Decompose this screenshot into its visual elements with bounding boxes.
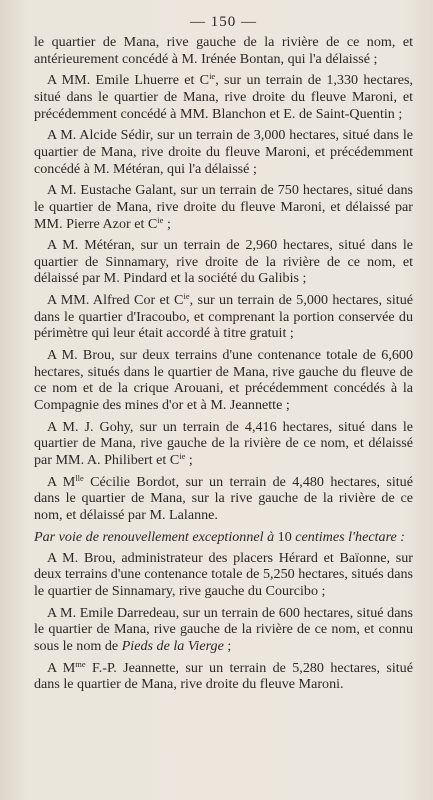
- paragraph-text: A M. Eustache Galant, sur un terrain de 750 hectares, situé dans le quartier de Mana, rive droite du fleuve Maroni, et délaissé par MM. Pierre Azor et C: [34, 182, 413, 232]
- superscript: ie: [157, 214, 164, 225]
- paragraph: [34, 127, 413, 177]
- heading-text: Par voie de renouvellement exceptionnel à: [34, 528, 278, 545]
- paragraph: [34, 72, 413, 122]
- paragraph: [34, 419, 413, 469]
- paragraph-text: F.-P. Jeannette, sur un terrain de 5,280 hectares, situé dans le quartier de Mana, rive droite du fleuve Maroni.: [34, 659, 413, 693]
- superscript: ie: [209, 71, 216, 82]
- paragraph-text: A MM. Alfred Cor et C: [47, 292, 184, 309]
- paragraph-text: ;: [163, 215, 171, 232]
- paragraph: [34, 34, 413, 67]
- paragraph: [34, 237, 413, 287]
- paragraph-text: A M: [47, 473, 76, 490]
- paragraph-text: A M. Emile Darredeau, sur un terrain de 600 hectares, situé dans le quartier de Mana, rive gauche de la rivière de ce nom, et connu sous le nom de: [34, 604, 413, 654]
- superscript: ie: [183, 291, 190, 302]
- heading-text: centimes l'hectare :: [291, 528, 406, 545]
- paragraph: [34, 292, 413, 342]
- paragraph-text: A M. Alcide Sédir, sur un terrain de 3,000 hectares, situé dans le quartier de Mana, rive droite du fleuve Maroni, et précédemment concédé à M. Météran, qui l'a délaissé ;: [34, 127, 413, 177]
- paragraph: [34, 474, 413, 524]
- paragraph-text: , sur un terrain de 5,000 hectares, situé dans le quartier d'Iracoubo, et comprenant la portion conservée du périmètre qui leur était accordé à titre gratuit ;: [34, 292, 413, 342]
- paragraph-text: A M. Brou, sur deux terrains d'une contenance totale de 6,600 hectares, situés dans le quartier de Mana, rive gauche du fleuve de ce nom et de la crique Arouani, et précédemment concédés à la Compagnie des mines d'or et à M. Jeannette ;: [34, 347, 413, 413]
- paragraph-text: le quartier de Mana, rive gauche de la rivière de ce nom, et antérieurement concédé à M. Irénée Bontan, qui l'a délaissé ;: [34, 34, 413, 67]
- paragraph-text: , sur un terrain de 1,330 hectares, situé dans le quartier de Mana, rive droite du fleuve Maroni, et précédemment concédé à MM. Blanchon et E. de Saint-Quentin ;: [34, 72, 413, 122]
- paragraph-text: A MM. Emile Lhuerre et C: [47, 72, 210, 89]
- paragraph: [34, 660, 413, 693]
- paragraph-text: Cécilie Bordot, sur un terrain de 4,480 hectares, situé dans le quartier de Mana, sur la rive gauche de la rivière de ce nom, et délaissé par M. Lalanne.: [34, 473, 413, 523]
- paragraph-text: A M. Brou, administrateur des placers Hérard et Baïonne, sur deux terrains d'une contenance totale de 5,250 hectares, situés dans le quartier de Sinnamary, rive gauche du Courcibo ;: [34, 549, 413, 599]
- paragraph-text: A M. J. Gohy, sur un terrain de 4,416 hectares, situé dans le quartier de Mana, rive gauche de la rivière de ce nom, et délaissé par MM. A. Philibert et C: [34, 418, 413, 468]
- heading-number: 10: [277, 528, 292, 545]
- paragraph: [34, 182, 413, 232]
- superscript: me: [75, 658, 86, 669]
- paragraph-text: A M: [47, 659, 76, 676]
- section-heading: [34, 529, 413, 546]
- paragraph-text: ;: [223, 637, 232, 654]
- paragraph: [34, 605, 413, 655]
- superscript: lle: [75, 472, 84, 483]
- paragraph-text: ;: [185, 451, 193, 468]
- italic-place-name: Pieds de la Vierge: [121, 637, 224, 654]
- paragraph-text: A M. Météran, sur un terrain de 2,960 hectares, situé dans le quartier de Sinnamary, rive droite de la rivière de ce nom, et délaissé par M. Pindard et la société du Galibis ;: [34, 237, 413, 287]
- paragraph: [34, 550, 413, 600]
- page-number: — 150 —: [190, 14, 257, 30]
- superscript: ie: [179, 450, 186, 461]
- paragraph: [34, 347, 413, 413]
